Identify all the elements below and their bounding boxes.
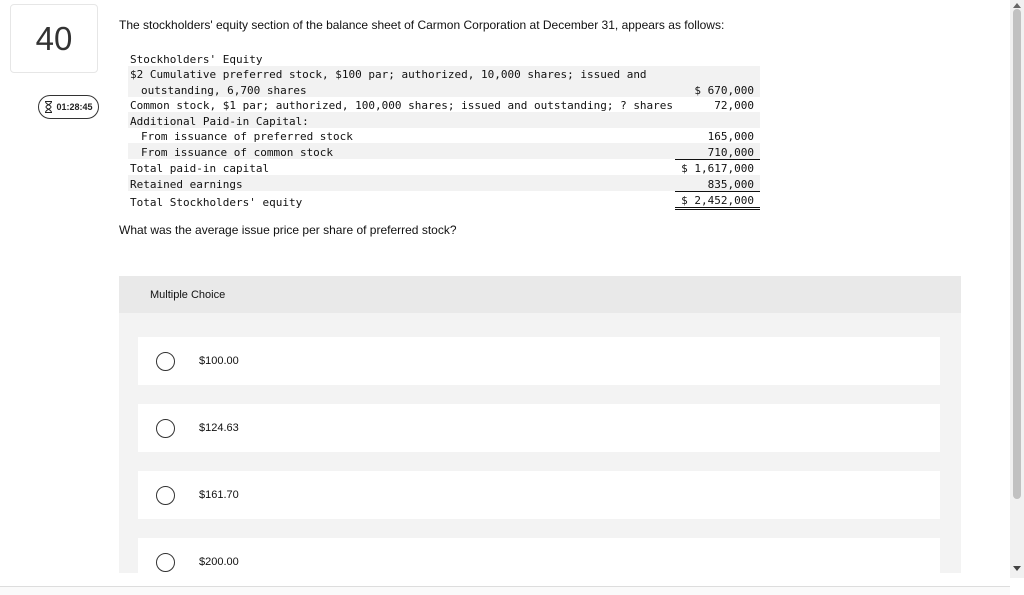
retained-label: Retained earnings [128, 175, 675, 191]
timer-badge[interactable] [38, 95, 99, 119]
choice-option-4[interactable] [138, 538, 940, 573]
radio-button[interactable] [156, 419, 175, 438]
scroll-down-arrow-icon[interactable] [1013, 566, 1021, 571]
table-row [128, 50, 760, 66]
choice-option-2[interactable] [138, 404, 940, 452]
table-row [128, 66, 760, 82]
retained-amount: 835,000 [675, 175, 760, 191]
apic-common-amount: 710,000 [675, 143, 760, 159]
preferred-label: $2 Cumulative preferred stock, $100 par; authorized, 10,000 shares; issued and [128, 66, 675, 82]
multiple-choice-panel [119, 276, 961, 573]
total-paid-in-label: Total paid-in capital [130, 162, 270, 175]
radio-button[interactable] [156, 352, 175, 371]
common-amount: 72,000 [714, 99, 754, 112]
question-number: 40 [10, 4, 98, 73]
preferred-label-cont: outstanding, 6,700 shares [128, 81, 675, 97]
choice-label: $124.63 [199, 422, 239, 434]
choice-option-3[interactable] [138, 471, 940, 519]
equity-heading: Stockholders' Equity [130, 52, 263, 66]
radio-button[interactable] [156, 486, 175, 505]
table-row [128, 112, 760, 128]
total-equity-label: Total Stockholders' equity [130, 195, 303, 209]
common-label: Common stock, $1 par; authorized, 100,000 shares; issued and outstanding; ? shares [130, 99, 674, 112]
hourglass-icon [44, 101, 53, 113]
question-ask: What was the average issue price per share of preferred stock? [119, 223, 457, 237]
apic-heading: Additional Paid-in Capital: [128, 112, 675, 128]
equity-table [128, 50, 760, 210]
table-row [128, 159, 760, 175]
table-row [128, 81, 760, 97]
total-paid-in-amount: $ 1,617,000 [681, 162, 754, 175]
apic-preferred-label: From issuance of preferred stock [141, 130, 353, 143]
scroll-thumb[interactable] [1013, 9, 1021, 499]
total-equity-amount: $ 2,452,000 [675, 191, 760, 209]
apic-preferred-amount: 165,000 [707, 130, 754, 143]
table-row [128, 191, 760, 209]
preferred-amount: $ 670,000 [675, 81, 760, 97]
timer-text: 01:28:45 [56, 102, 93, 112]
table-row [128, 143, 760, 159]
vertical-scrollbar[interactable] [1010, 0, 1024, 578]
radio-button[interactable] [156, 553, 175, 572]
question-intro: The stockholders' equity section of the balance sheet of Carmon Corporation at December 31, appears as follows: [119, 18, 725, 32]
choice-label: $100.00 [199, 355, 239, 367]
choice-label: $200.00 [199, 556, 239, 568]
table-row [128, 97, 760, 113]
choice-option-1[interactable] [138, 337, 940, 385]
apic-common-label: From issuance of common stock [128, 143, 675, 159]
scroll-up-arrow-icon[interactable] [1013, 3, 1021, 8]
table-row [128, 128, 760, 144]
table-row [128, 175, 760, 191]
choice-label: $161.70 [199, 489, 239, 501]
multiple-choice-header: Multiple Choice [119, 276, 961, 313]
